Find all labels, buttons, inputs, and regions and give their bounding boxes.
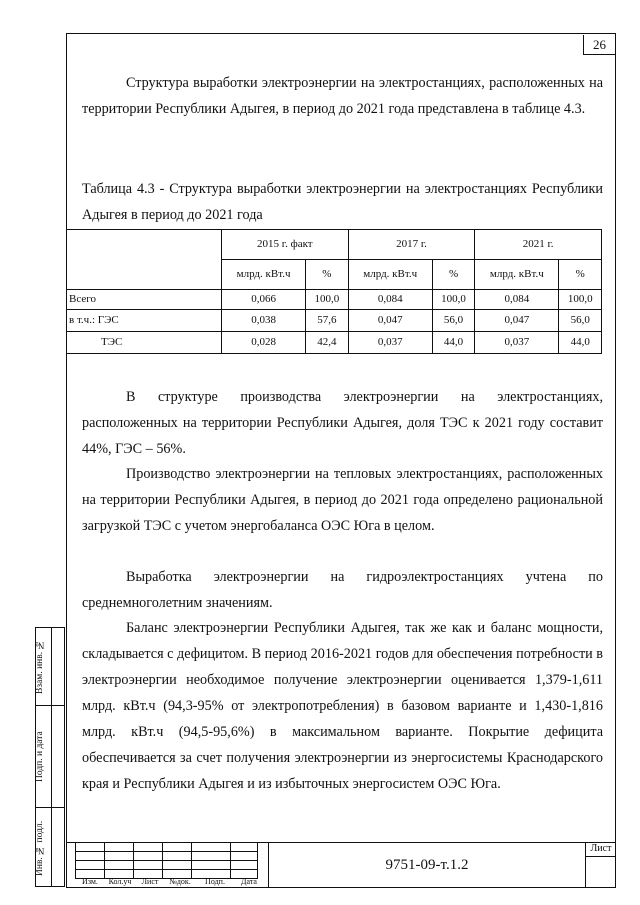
table-cell: 44,0	[559, 332, 602, 354]
table-cell: 0,084	[475, 290, 559, 310]
unit-abs-2017: млрд. кВт.ч	[348, 260, 432, 290]
table-row	[67, 332, 602, 354]
strip-divider	[35, 807, 65, 808]
table-cell: 56,0	[432, 310, 475, 332]
body-paragraph	[82, 564, 603, 616]
stamp-label-change: Изм.	[82, 877, 98, 886]
table-cell: 0,037	[348, 332, 432, 354]
year-header-2015: 2015 г. факт	[222, 230, 349, 260]
generation-structure-table	[66, 229, 602, 354]
table-cell: 0,038	[222, 310, 306, 332]
unit-pct-2017: %	[432, 260, 475, 290]
strip-divider	[35, 705, 65, 706]
year-header-2021: 2021 г.	[475, 230, 602, 260]
paragraph-text: В структуре производства электроэнергии на электростанциях, расположенных на территории Республики Адыгея, доля ТЭС к 2021 году составит 44%, ГЭС – 56%.	[82, 389, 603, 457]
table-cell: 0,066	[222, 290, 306, 310]
paragraph-text: Баланс электроэнергии Республики Адыгея, так же как и баланс мощности, складывается с дефицитом. В период 2016-2021 годов для обеспечения потребности в электроэнергии необходимое получение электроэнергии оценивается 1,379-1,611 млрд. кВт.ч (94,3-95% от электропотребления) в базовом варианте и 1,430-1,816 млрд. кВт.ч (94,5-95,6%) в максимальном варианте. Покрытие дефицита обеспечивается за счет получения электроэнергии из энергосистемы Краснодарского края и Республики Адыгея и из избыточных энергосистем ОЭС Юга.	[82, 620, 603, 792]
unit-abs-2015: млрд. кВт.ч	[222, 260, 306, 290]
stamp-label-sheet: Лист	[141, 877, 159, 886]
side-label-original-inv: Инв. № подл.	[35, 820, 45, 876]
paragraph-text: Выработка электроэнергии на гидроэлектростанциях учтена по среднемноголетним значениям.	[82, 569, 603, 611]
strip-divider	[51, 627, 52, 887]
stamp-label-date: Дата	[241, 877, 257, 886]
table-row	[67, 290, 602, 310]
intro-text: Структура выработки электроэнергии на электростанциях, расположенных на территории Республики Адыгея, в период до 2021 года представлена в таблице 4.3.	[82, 75, 603, 117]
table-cell: 0,028	[222, 332, 306, 354]
table-corner	[67, 230, 222, 290]
body-paragraph	[82, 615, 603, 797]
table-cell: 100,0	[306, 290, 349, 310]
side-label-signature-date: Подп. и дата	[35, 731, 45, 783]
table-cell: 56,0	[559, 310, 602, 332]
stamp-label-doc-no: №док.	[169, 877, 191, 886]
table-caption: Таблица 4.3 - Структура выработки электроэнергии на электростанциях Республики Адыгея в период до 2021 года	[82, 181, 603, 223]
row-label: Всего	[67, 290, 222, 310]
year-header-2017: 2017 г.	[348, 230, 475, 260]
revision-grid	[75, 842, 258, 879]
row-label: в т.ч.: ГЭС	[67, 310, 222, 332]
table-cell: 0,047	[475, 310, 559, 332]
body-paragraph	[82, 384, 603, 462]
side-label-replacement-inv: Взам. инв. №	[35, 639, 45, 695]
table-cell: 44,0	[432, 332, 475, 354]
unit-pct-2015: %	[306, 260, 349, 290]
page-number: 26	[583, 35, 615, 55]
table-cell: 0,084	[348, 290, 432, 310]
stamp-label-count: Кол.уч	[108, 877, 132, 886]
body-paragraph	[82, 461, 603, 539]
table-cell: 0,037	[475, 332, 559, 354]
paragraph-text: Производство электроэнергии на тепловых электростанциях, расположенных на территории Республики Адыгея, в период до 2021 года определено рациональной загрузкой ТЭС с учетом энергобаланса ОЭС Юга в целом.	[82, 466, 603, 534]
stamp-label-signature: Подп.	[205, 877, 225, 886]
unit-abs-2021: млрд. кВт.ч	[475, 260, 559, 290]
table-cell: 0,047	[348, 310, 432, 332]
intro-paragraph	[82, 70, 603, 122]
table-cell: 100,0	[559, 290, 602, 310]
sheet-label: Лист	[586, 842, 616, 857]
table-cell: 42,4	[306, 332, 349, 354]
row-label: ТЭС	[67, 332, 222, 354]
table-row	[67, 310, 602, 332]
table-cell: 100,0	[432, 290, 475, 310]
unit-pct-2021: %	[559, 260, 602, 290]
document-code: 9751-09-т.1.2	[268, 842, 586, 888]
table-cell: 57,6	[306, 310, 349, 332]
